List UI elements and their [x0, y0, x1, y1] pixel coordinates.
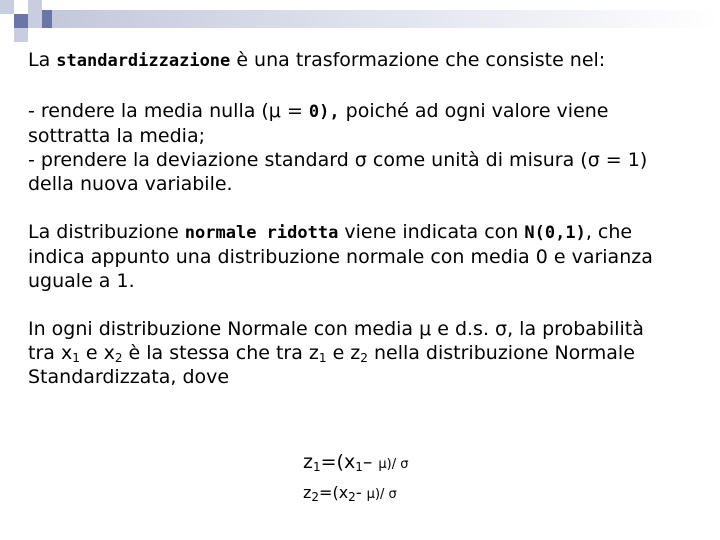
- text: =(x: [320, 451, 356, 473]
- text-line: In ogni distribuzione Normale con media μ e d.s. σ, la probabilità: [28, 318, 644, 340]
- text: La distribuzione: [28, 221, 185, 243]
- subscript: 2: [311, 490, 320, 504]
- text: viene indicata con: [338, 221, 525, 243]
- text: tra x: [28, 342, 73, 364]
- text: =(x: [319, 483, 349, 502]
- text: La: [28, 49, 57, 71]
- paragraph-probability: [28, 317, 708, 389]
- slide-body: [28, 48, 708, 413]
- text: μ)/ σ: [366, 487, 397, 502]
- subscript: 1: [312, 460, 321, 474]
- text-line: indica appunto una distribuzione normale con media 0 e varianza: [28, 246, 653, 268]
- text: è la stessa che tra z: [122, 342, 319, 364]
- term-normale-ridotta: normale ridotta: [184, 223, 339, 243]
- text-line: sottratta la media;: [28, 125, 206, 147]
- var: z: [303, 451, 313, 473]
- text: , che: [585, 221, 633, 243]
- text: e z: [326, 342, 361, 364]
- subscript: 2: [360, 351, 368, 365]
- text: è una trasformazione che consiste nel:: [230, 49, 606, 71]
- var: z: [303, 483, 312, 502]
- formulas: [303, 448, 409, 509]
- paragraph-definition: [28, 48, 708, 73]
- subscript: 1: [72, 351, 80, 365]
- paragraph-steps: [28, 99, 708, 196]
- subscript: 1: [355, 460, 363, 474]
- subscript: 2: [348, 490, 356, 504]
- text: e x: [79, 342, 115, 364]
- decorative-header-squares: [0, 0, 720, 46]
- text: μ)/ σ: [378, 457, 409, 472]
- text-line: Standardizzata, dove: [28, 366, 230, 388]
- formula-z1: [303, 448, 409, 479]
- formula-z2: [303, 479, 409, 509]
- subscript: 1: [318, 351, 327, 365]
- text: - rendere la media nulla (μ =: [28, 100, 309, 122]
- paragraph-normale-ridotta: [28, 220, 708, 293]
- text: poiché ad ogni valore viene: [339, 100, 609, 122]
- text: -: [355, 483, 367, 502]
- subscript: 2: [114, 351, 123, 365]
- text-line: - prendere la deviazione standard σ come unità di misura (σ = 1): [28, 149, 648, 171]
- term-standardizzazione: standardizzazione: [56, 51, 231, 71]
- text: nella distribuzione Normale: [367, 342, 635, 364]
- value-zero: 0),: [308, 102, 340, 122]
- text-line: della nuova variabile.: [28, 173, 233, 195]
- text: –: [362, 451, 379, 473]
- notation-n01: N(0,1): [524, 223, 586, 243]
- text-line: uguale a 1.: [28, 270, 135, 292]
